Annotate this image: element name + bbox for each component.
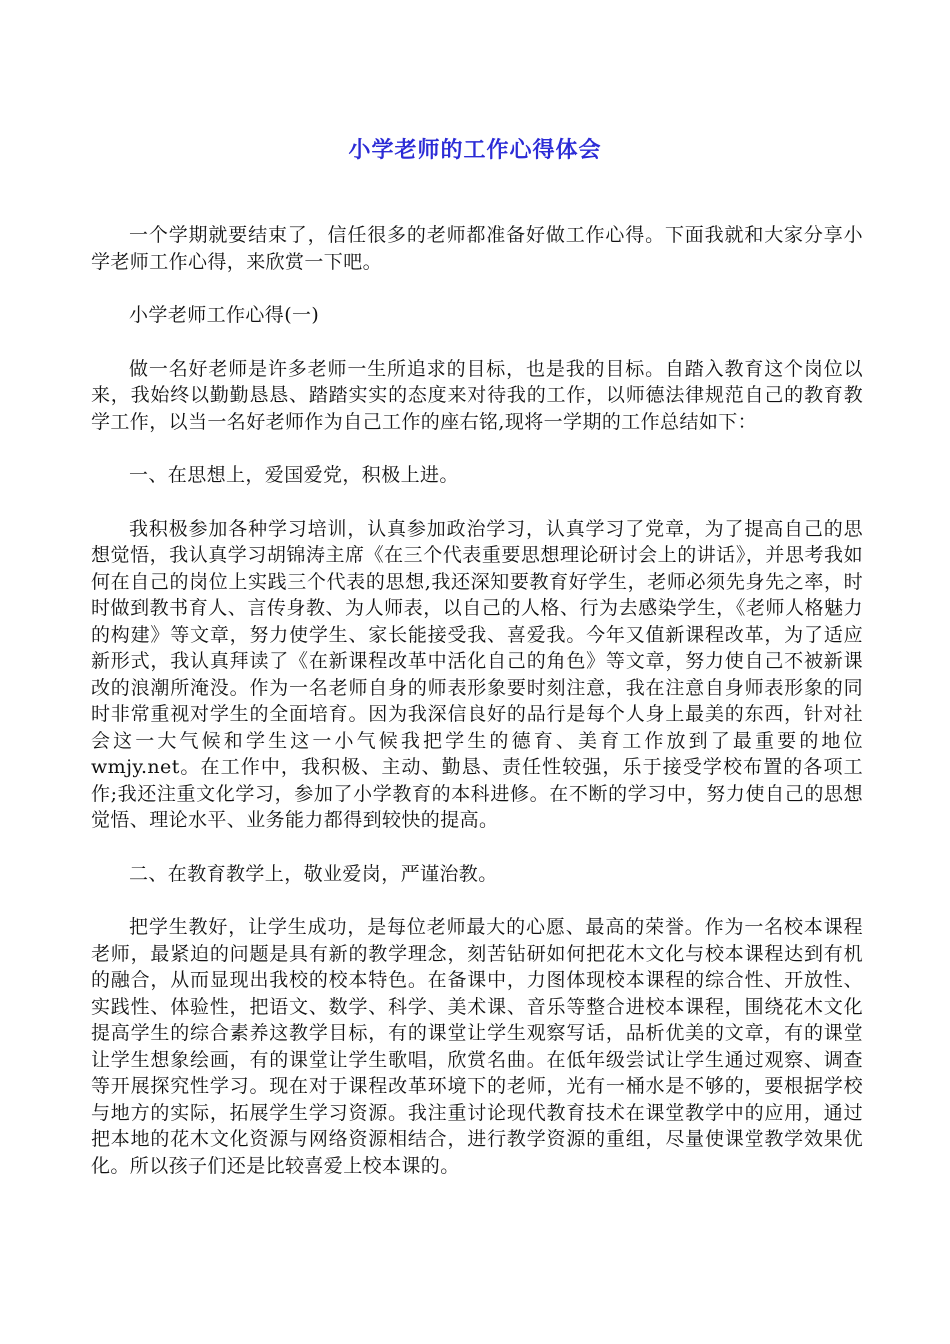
document-body <box>91 222 863 1206</box>
body-paragraph: 我积极参加各种学习培训，认真参加政治学习，认真学习了党章，为了提高自己的思想觉悟，我认真学习胡锦涛主席《在三个代表重要思想理论研讨会上的讲话》，并思考我如何在自己的岗位上实践三个代表的思想,我还深知要教育好学生，老师必须先身先之率，时时做到教书育人、言传身教、为人师表，以自己的人格、行为去感染学生，《老师人格魅力的构建》等文章，努力使学生、家长能接受我、喜爱我。今年又值新课程改革，为了适应新形式，我认真拜读了《在新课程改革中活化自己的角色》等文章，努力使自己不被新课改的浪潮所淹没。作为一名老师自身的师表形象要时刻注意，我在注意自身师表形象的同时非常重视对学生的全面培育。因为我深信良好的品行是每个人身上最美的东西，针对社会这一大气候和学生这一小气候我把学生的德育、美育工作放到了最重要的地位wmjy.net。在工作中，我积极、主动、勤恳、责任性较强，乐于接受学校布置的各项工作;我还注重文化学习，参加了小学教育的本科进修。在不断的学习中，努力使自己的思想觉悟、理论水平、业务能力都得到较快的提高。 <box>91 517 863 831</box>
document-title: 小学老师的工作心得体会 <box>348 138 602 163</box>
intro-paragraph: 一个学期就要结束了，信任很多的老师都准备好做工作心得。下面我就和大家分享小学老师工作心得，来欣赏一下吧。 <box>91 224 863 273</box>
subsection-heading: 一、在思想上，爱国爱党，积极上进。 <box>129 464 459 486</box>
section-heading: 小学老师工作心得(一) <box>129 304 320 326</box>
body-paragraph: 把学生教好，让学生成功，是每位老师最大的心愿、最高的荣誉。作为一名校本课程老师，最紧迫的问题是具有新的教学理念，刻苦钻研如何把花木文化与校本课程达到有机的融合，从而显现出我校的校本特色。在备课中，力图体现校本课程的综合性、开放性、实践性、体验性，把语文、数学、科学、美术课、音乐等整合进校本课程，围绕花木文化提高学生的综合素养这教学目标，有的课堂让学生观察写话，品析优美的文章，有的课堂让学生想象绘画，有的课堂让学生歌唱，欣赏名曲。在低年级尝试让学生通过观察、调查等开展探究性学习。现在对于课程改革环境下的老师，光有一桶水是不够的，要根据学校与地方的实际，拓展学生学习资源。我注重讨论现代教育技术在课堂教学中的应用，通过把本地的花木文化资源与网络资源相结合，进行教学资源的重组，尽量使课堂教学效果优化。所以孩子们还是比较喜爱上校本课的。 <box>91 916 863 1177</box>
subsection-heading: 二、在教育教学上，敬业爱岗，严谨治教。 <box>129 862 498 885</box>
body-paragraph: 做一名好老师是许多老师一生所追求的目标，也是我的目标。自踏入教育这个岗位以来，我始终以勤勤恳恳、踏踏实实的态度来对待我的工作，以师德法律规范自己的教育教学工作，以当一名好老师作为自己工作的座右铭,现将一学期的工作总结如下： <box>91 357 863 433</box>
